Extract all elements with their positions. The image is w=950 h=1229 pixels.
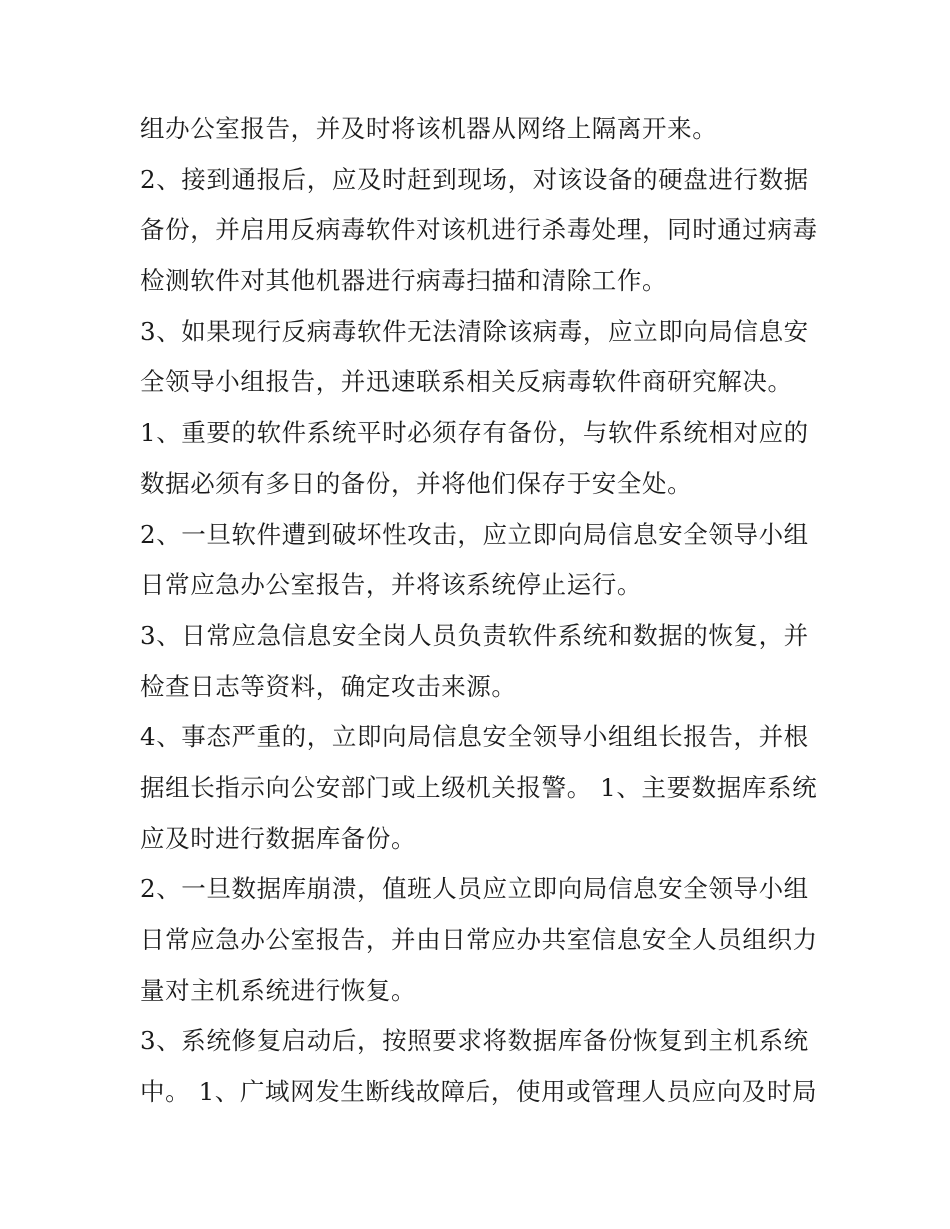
text-line-11: 3、日常应急信息安全岗人员负责软件系统和数据的恢复，并 [140, 620, 809, 650]
text-line-10: 日常应急办公室报告，并将该系统停止运行。 [140, 570, 642, 600]
text-line-13: 4、事态严重的，立即向局信息安全领导小组组长报告，并根 [140, 722, 809, 752]
text-line-12: 检查日志等资料，确定攻击来源。 [140, 671, 517, 701]
text-line-18: 量对主机系统进行恢复。 [140, 975, 417, 1005]
text-line-5: 3、如果现行反病毒软件无法清除该病毒，应立即向局信息安 [140, 316, 809, 346]
text-line-2: 2、接到通报后，应及时赶到现场，对该设备的硬盘进行数据 [140, 164, 809, 194]
text-line-20: 中。 1、广域网发生断线故障后，使用或管理人员应向及时局 [140, 1077, 818, 1107]
text-line-3: 备份，并启用反病毒软件对该机进行杀毒处理，同时通过病毒 [140, 215, 818, 245]
text-line-17: 日常应急办公室报告，并由日常应办共室信息安全人员组织力 [140, 925, 818, 954]
document-body [140, 104, 820, 1118]
text-line-19: 3、系统修复启动后，按照要求将数据库备份恢复到主机系统 [140, 1026, 809, 1056]
text-line-4: 检测软件对其他机器进行病毒扫描和清除工作。 [140, 266, 668, 296]
text-line-6: 全领导小组报告，并迅速联系相关反病毒软件商研究解决。 [140, 367, 793, 397]
text-line-9: 2、一旦软件遭到破坏性攻击，应立即向局信息安全领导小组 [140, 519, 809, 549]
text-line-8: 数据必须有多日的备份，并将他们保存于安全处。 [140, 468, 693, 498]
text-line-1: 组办公室报告，并及时将该机器从网络上隔离开来。 [140, 114, 718, 143]
text-line-7: 1、重要的软件系统平时必须存有备份，与软件系统相对应的 [140, 418, 809, 448]
text-line-16: 2、一旦数据库崩溃，值班人员应立即向局信息安全领导小组 [140, 874, 809, 904]
text-line-14: 据组长指示向公安部门或上级机关报警。 1、主要数据库系统 [140, 772, 818, 802]
text-line-15: 应及时进行数据库备份。 [140, 823, 417, 853]
